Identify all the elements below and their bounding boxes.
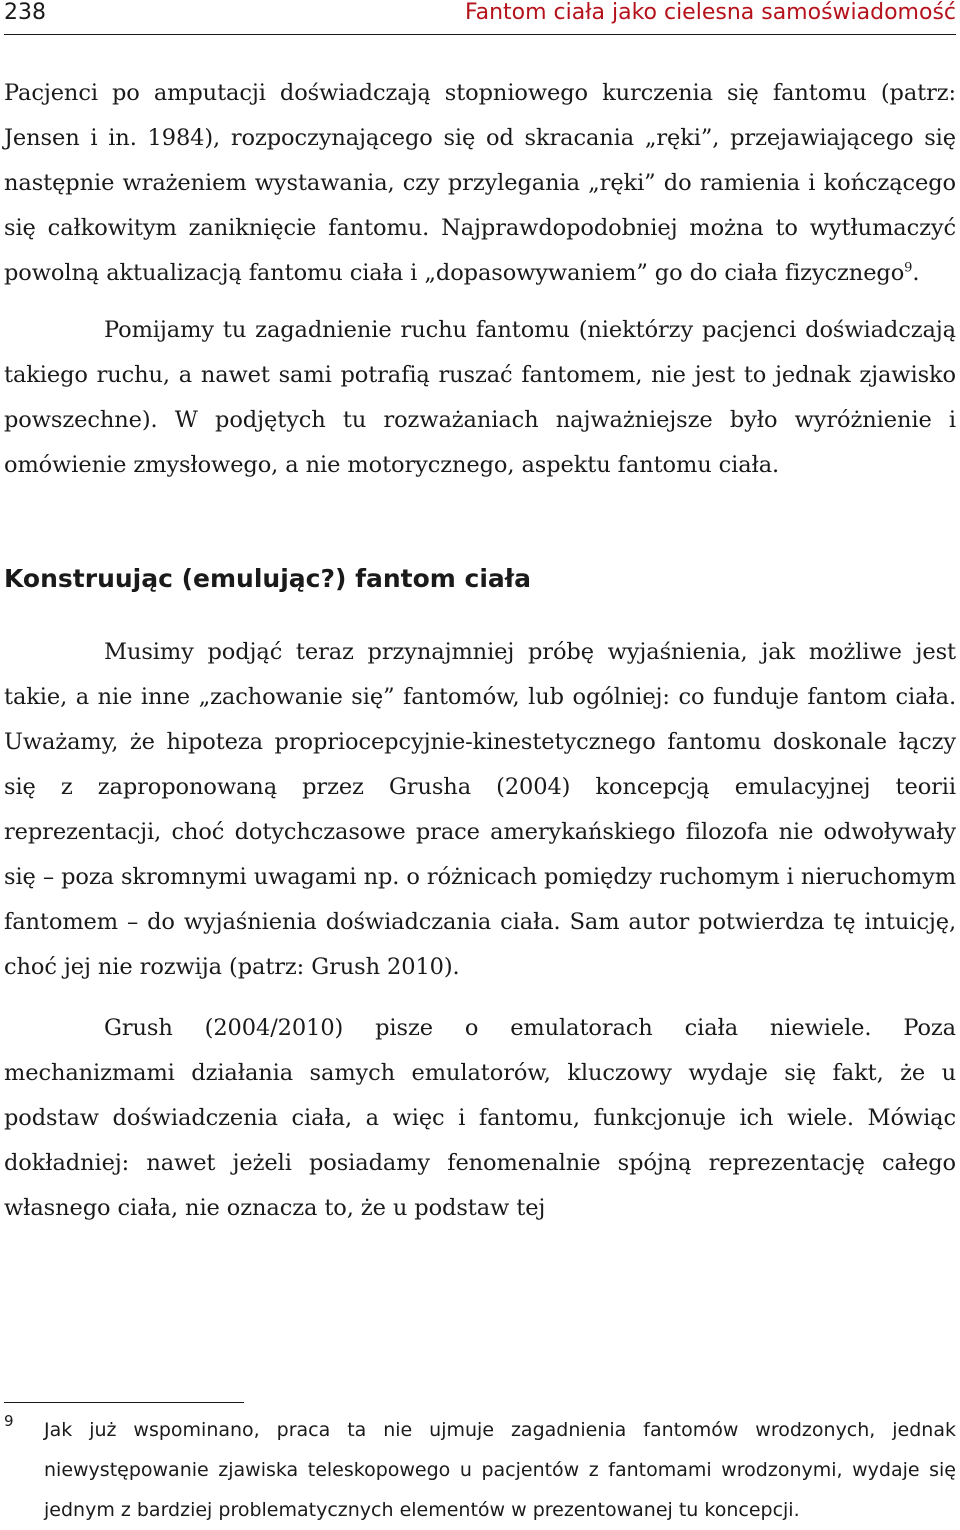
footnote [4, 1410, 956, 1530]
paragraph-3: Musimy podjąć teraz przynajmniej próbę wyjaśnienia, jak możliwe jest takie, a nie inne „zachowanie się” fantomów, lub ogólniej: co funduje fantom ciała. Uważamy, że hipoteza propriocepcyjnie-kinestetycznego fantomu doskonale łączy się z zaproponowaną przez Grusha (2004) koncepcją emulacyjnej teorii reprezentacji, choć dotychczasowe prace amerykańskiego filozofa nie odwoływały się – poza skromnymi uwagami np. o różnicach pomiędzy ruchomym i nieruchomym fantomem – do wyjaśnienia doświadczania ciała. Sam autor potwierdza tę intuicję, choć jej nie rozwija (patrz: Grush 2010). [4, 639, 956, 980]
document-page [4, 0, 956, 1521]
footnote-text: Jak już wspominano, praca ta nie ujmuje zagadnienia fantomów wrodzonych, jednak niewystępowanie zjawiska teleskopowego u pacjentów z fantomami wrodzonymi, wydaje się jednym z bardziej problematycznych elementów w prezentowanej tu koncepcji. [44, 1419, 956, 1521]
paragraph-1-text: Pacjenci po amputacji doświadczają stopniowego kurczenia się fantomu (patrz: Jensen i in. 1984), rozpoczynającego się od skracania „ręki”, przejawiającego się następnie wrażeniem wystawania, czy przylegania „ręki” do ramienia i kończącego się całkowitym zaniknięcie fantomu. Najprawdopodobniej można to wytłumaczyć powolną aktualizacją fantomu ciała i „dopasowywaniem” go do ciała fizycznego [4, 80, 956, 286]
page-header [4, 0, 956, 35]
page-number: 238 [4, 0, 46, 25]
paragraph-2: Pomijamy tu zagadnienie ruchu fantomu (niektórzy pacjenci doświadczają takiego ruchu, a nawet sami potrafią ruszać fantomem, nie jest to jednak zjawisko powszechne). W podjętych tu rozważaniach najważniejsze było wyróżnienie i omówienie zmysłowego, a nie motorycznego, aspektu fantomu ciała. [4, 317, 956, 478]
paragraph-1-end: . [912, 260, 920, 286]
section-heading: Konstruując (emulując?) fantom ciała [4, 564, 531, 593]
footnote-divider [4, 1402, 244, 1403]
footnote-mark: 9 [4, 1412, 14, 1430]
footnote-reference[interactable]: 9 [904, 260, 913, 276]
running-title: Fantom ciała jako cielesna samoświadomość [464, 0, 956, 25]
paragraph-1 [4, 71, 956, 296]
paragraph-4: Grush (2004/2010) pisze o emulatorach ciała niewiele. Poza mechanizmami działania samych emulatorów, kluczowy wydaje się fakt, że u podstaw doświadczenia ciała, a więc i fantomu, funkcjonuje ich wiele. Mówiąc dokładniej: nawet jeżeli posiadamy fenomenalnie spójną reprezentację całego własnego ciała, nie oznacza to, że u podstaw tej [4, 1015, 956, 1221]
